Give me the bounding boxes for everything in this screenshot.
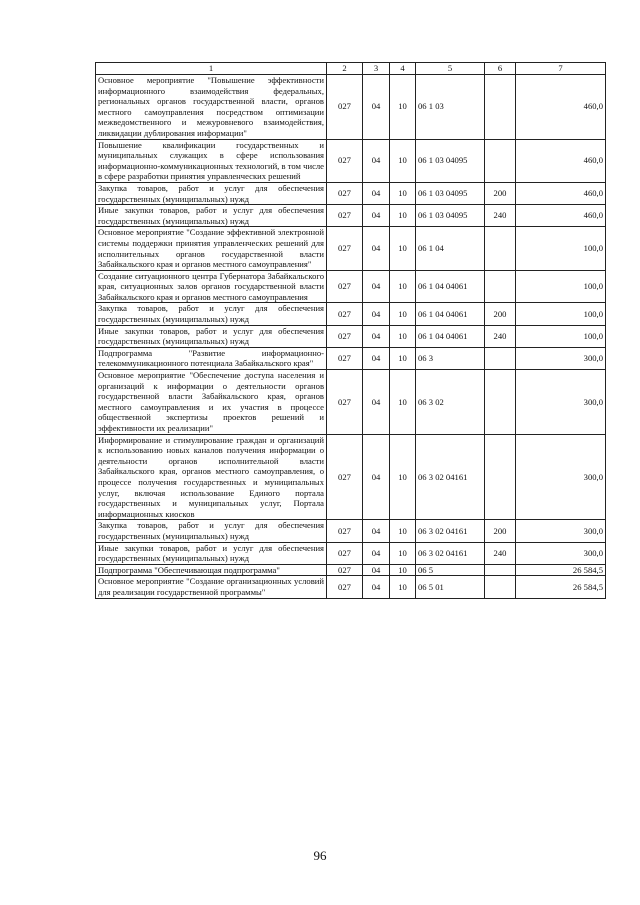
row-pr: 10: [390, 520, 416, 542]
row-grbs: 027: [327, 205, 363, 227]
row-name: Иные закупки товаров, работ и услуг для обеспечения государственных (муниципальных) нужд: [96, 542, 327, 564]
row-pr: 10: [390, 370, 416, 435]
row-pr: 10: [390, 75, 416, 140]
row-rz: 04: [363, 303, 390, 325]
row-csr: 06 3 02: [416, 370, 485, 435]
row-grbs: 027: [327, 370, 363, 435]
row-grbs: 027: [327, 182, 363, 204]
row-csr: 06 1 03: [416, 75, 485, 140]
row-sum: 300,0: [516, 434, 606, 520]
row-vr: [485, 75, 516, 140]
row-vr: [485, 347, 516, 369]
header-col-3: 3: [363, 63, 390, 75]
row-csr: 06 1 04: [416, 227, 485, 270]
row-rz: 04: [363, 564, 390, 576]
row-vr: 200: [485, 182, 516, 204]
row-csr: 06 3 02 04161: [416, 434, 485, 520]
header-col-7: 7: [516, 63, 606, 75]
row-csr: 06 1 04 04061: [416, 325, 485, 347]
row-sum: 460,0: [516, 75, 606, 140]
row-csr: 06 3: [416, 347, 485, 369]
row-pr: 10: [390, 270, 416, 303]
table-row: [96, 182, 606, 204]
row-rz: 04: [363, 576, 390, 598]
row-sum: 100,0: [516, 303, 606, 325]
row-pr: 10: [390, 182, 416, 204]
table-row: [96, 139, 606, 182]
table-row: [96, 227, 606, 270]
row-name: Повышение квалификации государственных и муниципальных служащих в сфере использования информационно-коммуникационных технологий, в том числе в сфере разработки принятия управленческих решений: [96, 139, 327, 182]
row-sum: 26 584,5: [516, 564, 606, 576]
table-row: [96, 303, 606, 325]
row-vr: 240: [485, 205, 516, 227]
header-col-6: 6: [485, 63, 516, 75]
table-row: [96, 520, 606, 542]
row-grbs: 027: [327, 520, 363, 542]
row-vr: [485, 370, 516, 435]
row-pr: 10: [390, 542, 416, 564]
row-csr: 06 1 03 04095: [416, 205, 485, 227]
row-name: Закупка товаров, работ и услуг для обеспечения государственных (муниципальных) нужд: [96, 303, 327, 325]
row-vr: [485, 564, 516, 576]
row-name: Основное мероприятие "Создание организационных условий для реализации государственной программы": [96, 576, 327, 598]
row-vr: [485, 270, 516, 303]
row-name: Информирование и стимулирование граждан и организаций к использованию новых каналов получения информации о деятельности органов исполнительной власти Забайкальского края, органов местного самоуправления, о процессе получения государственных и муниципальных услуг, включая использование Единого портала государственных и муниципальных услуг, Портала информационных киосков: [96, 434, 327, 520]
row-rz: 04: [363, 370, 390, 435]
row-csr: 06 5 01: [416, 576, 485, 598]
row-name: Основное мероприятие "Обеспечение доступа населения и организаций к информации о деятельности органов государственной власти Забайкальского края, органов местного самоуправления и их участия в процессе общественной экспертизы проектов решений и эффективности их реализации": [96, 370, 327, 435]
row-vr: 240: [485, 325, 516, 347]
row-name: Создание ситуационного центра Губернатора Забайкальского края, ситуационных залов органов государственной власти Забайкальского края и органов местного самоуправления: [96, 270, 327, 303]
row-sum: 460,0: [516, 139, 606, 182]
table-row: [96, 434, 606, 520]
row-csr: 06 1 03 04095: [416, 182, 485, 204]
row-pr: 10: [390, 325, 416, 347]
row-vr: 200: [485, 303, 516, 325]
table-row: [96, 347, 606, 369]
row-rz: 04: [363, 182, 390, 204]
row-grbs: 027: [327, 75, 363, 140]
row-vr: [485, 434, 516, 520]
row-grbs: 027: [327, 434, 363, 520]
header-col-2: 2: [327, 63, 363, 75]
row-name: Основное мероприятие "Повышение эффективности информационного взаимодействия федеральных, региональных органов государственной власти, органов местного самоуправления посредством оптимизации межведомственного и межуровневого взаимодействия, ликвидации дублирования информации": [96, 75, 327, 140]
row-grbs: 027: [327, 270, 363, 303]
row-name: Основное мероприятие "Создание эффективной электронной системы поддержки принятия управленческих решений для исполнительных органов государственной власти Забайкальского края и органов местного самоуправления": [96, 227, 327, 270]
row-csr: 06 1 04 04061: [416, 303, 485, 325]
row-grbs: 027: [327, 325, 363, 347]
row-grbs: 027: [327, 542, 363, 564]
table-row: [96, 370, 606, 435]
row-rz: 04: [363, 434, 390, 520]
header-col-5: 5: [416, 63, 485, 75]
header-col-4: 4: [390, 63, 416, 75]
row-rz: 04: [363, 139, 390, 182]
row-sum: 300,0: [516, 542, 606, 564]
row-rz: 04: [363, 270, 390, 303]
row-grbs: 027: [327, 347, 363, 369]
row-sum: 100,0: [516, 325, 606, 347]
row-pr: 10: [390, 576, 416, 598]
row-csr: 06 3 02 04161: [416, 520, 485, 542]
row-grbs: 027: [327, 303, 363, 325]
table-row: [96, 270, 606, 303]
page-number: 96: [313, 848, 327, 863]
row-name: Закупка товаров, работ и услуг для обеспечения государственных (муниципальных) нужд: [96, 520, 327, 542]
row-pr: 10: [390, 303, 416, 325]
row-sum: 100,0: [516, 270, 606, 303]
table-row: [96, 75, 606, 140]
row-rz: 04: [363, 542, 390, 564]
header-col-1: 1: [96, 63, 327, 75]
row-vr: [485, 139, 516, 182]
row-pr: 10: [390, 347, 416, 369]
row-sum: 460,0: [516, 182, 606, 204]
row-sum: 300,0: [516, 370, 606, 435]
row-csr: 06 5: [416, 564, 485, 576]
row-pr: 10: [390, 205, 416, 227]
row-name: Закупка товаров, работ и услуг для обеспечения государственных (муниципальных) нужд: [96, 182, 327, 204]
budget-table: [95, 62, 606, 599]
row-vr: 200: [485, 520, 516, 542]
row-sum: 100,0: [516, 227, 606, 270]
row-name: Подпрограмма "Обеспечивающая подпрограмма": [96, 564, 327, 576]
row-sum: 26 584,5: [516, 576, 606, 598]
row-csr: 06 3 02 04161: [416, 542, 485, 564]
row-name: Подпрограмма "Развитие информационно-телекоммуникационного потенциала Забайкальского края": [96, 347, 327, 369]
row-name: Иные закупки товаров, работ и услуг для обеспечения государственных (муниципальных) нужд: [96, 325, 327, 347]
row-grbs: 027: [327, 564, 363, 576]
table-row: [96, 205, 606, 227]
table-row: [96, 564, 606, 576]
row-pr: 10: [390, 139, 416, 182]
row-vr: [485, 227, 516, 270]
row-grbs: 027: [327, 227, 363, 270]
row-grbs: 027: [327, 139, 363, 182]
row-pr: 10: [390, 434, 416, 520]
row-rz: 04: [363, 347, 390, 369]
row-name: Иные закупки товаров, работ и услуг для обеспечения государственных (муниципальных) нужд: [96, 205, 327, 227]
header-row: [96, 63, 606, 75]
row-rz: 04: [363, 520, 390, 542]
table-row: [96, 325, 606, 347]
row-sum: 300,0: [516, 520, 606, 542]
row-sum: 460,0: [516, 205, 606, 227]
row-csr: 06 1 03 04095: [416, 139, 485, 182]
row-rz: 04: [363, 227, 390, 270]
row-grbs: 027: [327, 576, 363, 598]
row-vr: 240: [485, 542, 516, 564]
row-sum: 300,0: [516, 347, 606, 369]
row-csr: 06 1 04 04061: [416, 270, 485, 303]
table-row: [96, 542, 606, 564]
row-rz: 04: [363, 75, 390, 140]
row-rz: 04: [363, 205, 390, 227]
table-row: [96, 576, 606, 598]
row-pr: 10: [390, 564, 416, 576]
row-rz: 04: [363, 325, 390, 347]
row-pr: 10: [390, 227, 416, 270]
row-vr: [485, 576, 516, 598]
